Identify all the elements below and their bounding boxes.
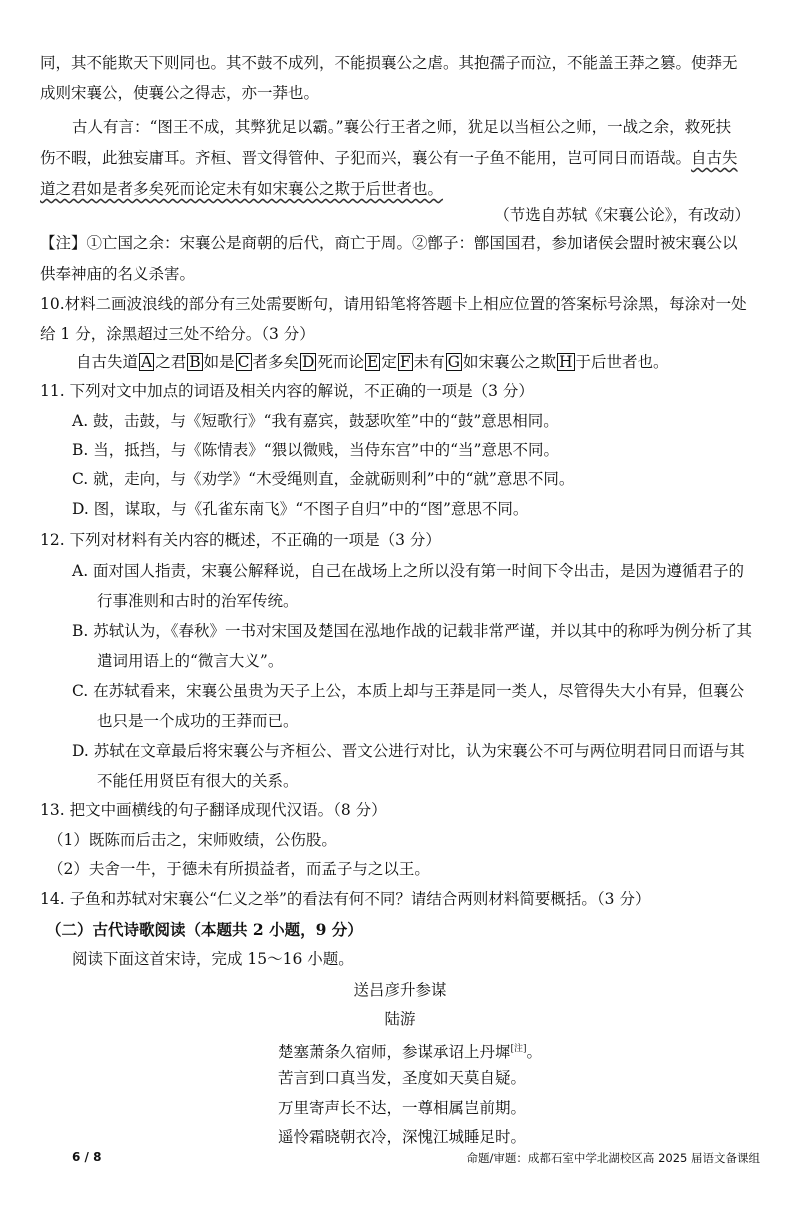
q12-option-d-line2: 不能任用贤臣有很大的关系。 (97, 772, 299, 790)
q10-seg-8: 于后世者也。 (575, 353, 669, 371)
q12-stem: 12. 下列对材料有关内容的概述，不正确的一项是（3 分） (40, 531, 441, 549)
q13-sentence-1: （1）既陈而后击之，宋师败绩，公伤股。 (48, 831, 337, 849)
q10-seg-6: 未有 (413, 353, 445, 371)
q10-seg-1: 之君 (155, 353, 187, 371)
passage-line-5 (40, 178, 760, 200)
q11-option-d: D. 图，谋取，与《孔雀东南飞》“不图子自归”中的“图”意思不同。 (72, 500, 529, 518)
passage-source: （节选自苏轼《宋襄公论》，有改动） (494, 206, 750, 224)
q14-stem: 14. 子鱼和苏轼对宋襄公“仁义之举”的看法有何不同？请结合两则材料简要概括。（3 分） (40, 890, 651, 908)
q11-option-a: A. 鼓，击鼓，与《短歌行》“我有嘉宾，鼓瑟吹笙”中的“鼓”意思相同。 (72, 412, 559, 430)
wavy-underlined-sentence-start: 自古失 (691, 149, 738, 167)
q10-mark-f[interactable]: F (399, 353, 411, 371)
passage-line-4-text: 伤不暇，此独妄庸耳。齐桓、晋文得管仲、子犯而兴，襄公有一子鱼不能用，岂可同日而语哉。 (40, 149, 692, 167)
poem-title: 送吕彦升参谋 (353, 981, 447, 999)
q10-mark-h[interactable]: H (559, 353, 573, 371)
poem-author: 陆游 (384, 1010, 416, 1028)
q12-option-c-line1: C. 在苏轼看来，宋襄公虽贵为天子上公，本质上却与王莽是同一类人，尽管得失大小有异，但襄公 (72, 682, 745, 700)
q10-mark-g[interactable]: G (447, 353, 460, 371)
q10-seg-2: 如是 (203, 353, 235, 371)
q12-option-a-line2: 行事准则和古时的治军传统。 (97, 592, 299, 610)
q13-sentence-2: （2）夫舍一牛，于德未有所损益者，而孟子与之以王。 (48, 860, 430, 878)
q10-mark-a[interactable]: A (141, 353, 153, 371)
q12-option-c-line2: 也只是一个成功的王莽而已。 (97, 712, 299, 730)
poem-line-1 (278, 1038, 542, 1063)
q10-mark-d[interactable]: D (302, 353, 315, 371)
q11-option-b: B. 当，抵挡，与《陈情表》“猥以微贱，当侍东宫”中的“当”意思不同。 (72, 441, 559, 459)
q12-option-b-line1: B. 苏轼认为，《春秋》一书对宋国及楚国在泓地作战的记载非常严谨，并以其中的称呼为例分析了其 (72, 622, 752, 640)
q10-seg-0: 自古失道 (76, 353, 139, 371)
q10-seg-5: 定 (381, 353, 397, 371)
q10-stem-line-1: 10.材料二画波浪线的部分有三处需要断句，请用铅笔将答题卡上相应位置的答案标号涂黑，每涂对一处 (40, 295, 747, 313)
q10-seg-4: 死而论 (317, 353, 364, 371)
passage-line-4 (40, 147, 760, 169)
q10-segmented-sentence (76, 351, 760, 373)
poem-line-4: 遥怜霜晓朝衣冷，深愧江城睡足时。 (278, 1128, 527, 1146)
section-heading: （二）古代诗歌阅读（本题共 2 小题，9 分） (46, 920, 363, 939)
section-intro: 阅读下面这首宋诗，完成 15～16 小题。 (72, 950, 354, 968)
q12-option-a-line1: A. 面对国人指责，宋襄公解释说，自己在战场上之所以没有第一时间下令出击，是因为遵循君子的 (72, 562, 745, 580)
q13-stem: 13. 把文中画横线的句子翻译成现代汉语。（8 分） (40, 801, 387, 819)
q12-option-b-line2: 遣词用语上的“微言大义”。 (97, 652, 284, 670)
q11-stem: 11. 下列对文中加点的词语及相关内容的解说，不正确的一项是（3 分） (40, 382, 534, 400)
note-line-1: 【注】①亡国之余：宋襄公是商朝的后代，商亡于周。②鄫子：鄫国国君，参加诸侯会盟时被宋襄公以 (40, 234, 738, 252)
q10-mark-e[interactable]: E (366, 353, 379, 371)
q12-option-d-line1: D. 苏轼在文章最后将宋襄公与齐桓公、晋文公进行对比，认为宋襄公不可与两位明君同日而语与其 (72, 742, 745, 760)
poem-line-2: 苦言到口真当发，圣度如天莫自疑。 (278, 1069, 527, 1087)
q10-seg-3: 者多矣 (252, 353, 300, 371)
page-number: 6 / 8 (72, 1150, 102, 1164)
wavy-underlined-sentence-end: 道之君如是者多矣死而论定未有如宋襄公之欺于后世者也。 (40, 180, 444, 198)
passage-line-1: 同，其不能欺天下则同也。其不鼓不成列，不能损襄公之虐。其抱孺子而泣，不能盖王莽之篡。使莽无 (40, 54, 738, 72)
q10-mark-c[interactable]: C (237, 353, 250, 371)
q10-seg-7: 如宋襄公之欺 (463, 353, 557, 371)
poem-line-1-end: 。 (526, 1043, 543, 1062)
q10-stem-line-2: 给 1 分，涂黑超过三处不给分。（3 分） (40, 325, 315, 343)
poem-line-3: 万里寄声长不达，一尊相属岂前期。 (278, 1099, 527, 1117)
footer-credit: 命题/审题：成都石室中学北湖校区高 2025 届语文备课组 (466, 1151, 760, 1165)
q11-option-c: C. 就，走向，与《劝学》“木受绳则直，金就砺则利”中的“就”意思不同。 (72, 470, 575, 488)
passage-line-2: 成则宋襄公，使襄公之得志，亦一莽也。 (40, 84, 320, 102)
passage-line-3: 古人有言：“图王不成，其弊犹足以霸。”襄公行王者之师，犹足以当桓公之师，一战之余，救死扶 (72, 118, 732, 136)
q10-mark-b[interactable]: B (189, 353, 201, 371)
poem-footnote-mark: [注] (510, 1044, 527, 1054)
note-line-2: 供奉神庙的名义杀害。 (40, 265, 196, 283)
poem-line-1-text: 楚塞萧条久宿师，参谋承诏上丹墀 (278, 1043, 511, 1062)
